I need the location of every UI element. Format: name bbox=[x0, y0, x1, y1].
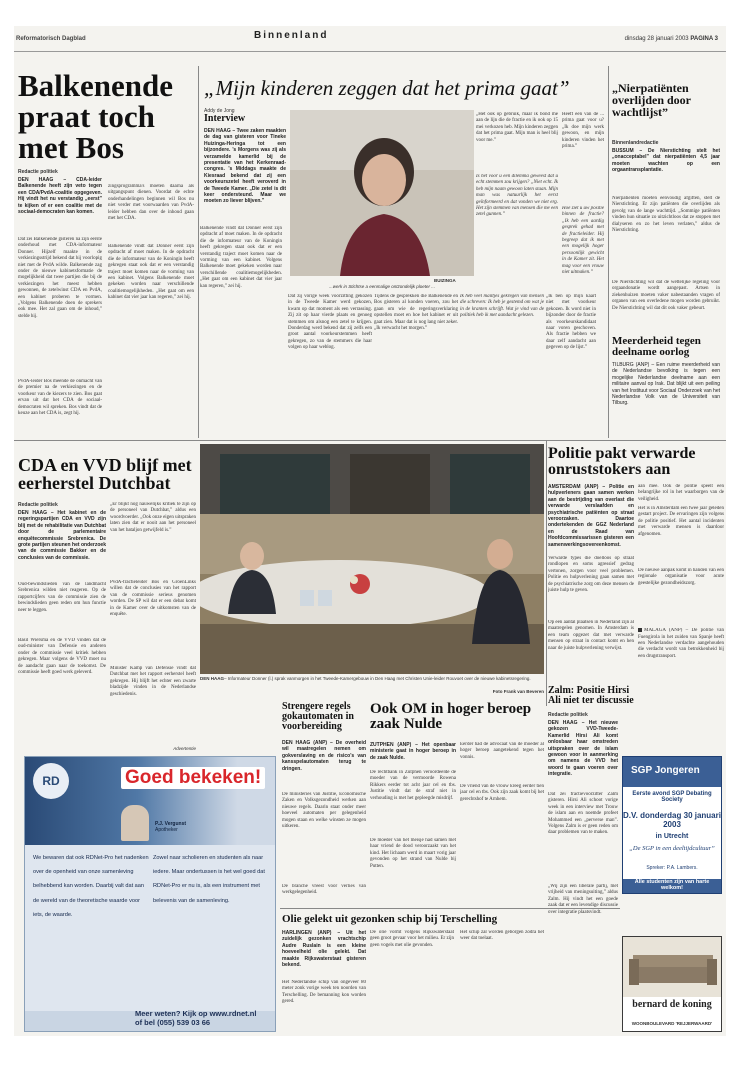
photo-credit: Foto Frank van Beveren bbox=[492, 689, 544, 694]
photo-caption: ...werk in Stichtse a eenmalige ontzondelijk ploeter ... bbox=[328, 284, 436, 289]
article-headline: Olie gelekt uit gezonken schip bij Terschelling bbox=[282, 913, 498, 925]
article-body: Is het voor u een dilemma geweest dat u echt stemmen zou krijgen? „Niet echt. Ik heb mijn naam gewoon laten staan. Mijn man was natuurlijk het eerst geïnformeerd en dat vonden we niet erg. Het zijn stemmen van mensen die me een zetel gunnen.” bbox=[476, 174, 558, 218]
article-body: De olie vormt volgens Rijkswaterstaat geen groot gevaar voor het milieu. Er zijn geen vogels met olie gevonden. bbox=[370, 930, 454, 948]
sgp-logo: SGP Jongeren bbox=[631, 765, 700, 776]
section-divider bbox=[280, 908, 620, 909]
article-byline: Redactie politiek bbox=[18, 169, 58, 175]
interview-photo bbox=[290, 110, 474, 276]
ad-headline: Goed bekeken! bbox=[121, 767, 265, 789]
article-body: Het schip zal worden geborgen zodra het weer dat toelaat. bbox=[460, 930, 544, 942]
article-body: Minister Kamp van Defensie vindt dat Dutchbat met het rapport eerherstel heeft gekregen. Hij blijft het echter een zwarte bladzijde vinden in de Nederlandse geschiedenis. bbox=[110, 666, 196, 697]
article-body: Oud-bewindslieden van de landmacht Srebrenica wilden niet reageren. Op de rapportcijfers van de commissie zien de bewindslieden geen reden om hun functie neer te leggen. bbox=[18, 582, 106, 613]
masthead-paper-name: Reformatorisch Dagblad bbox=[16, 36, 86, 42]
column-divider bbox=[608, 66, 609, 438]
article-body: De Nierstichting wil dat de wettelijke regeling voor orgaandonatie wordt aangepast. Artsen in ziekenhuizen moeten vaker nabestaanden vragen of organen van een overledene mogen worden gebruikt. De Nierstichting wil dat dit ook vaker gebeurt. bbox=[612, 280, 720, 311]
article-headline: CDA en VVD blijf met eerherstel Dutchbat bbox=[18, 455, 192, 493]
ad-column: Zowel naar scholieren en studenten als naar iedere. Maar ondertussen is het wel goed dat RDNet-Pro er nu is, als een instrument met belevenis van de samenleving. bbox=[153, 855, 265, 904]
article-label: Interview bbox=[204, 113, 246, 124]
article-body: Heeft een van de ... prima gaat voor u? „Ik doe mijn werk gewoon, en mijn kinderen vinden het prima.” bbox=[562, 112, 604, 150]
article-body: De branche vreest voor verlies van werkgelegenheid. bbox=[282, 884, 366, 896]
article-body: „Wij zijn een liberale partij, met vrijheid van meningsuiting,” aldus Zalm. Hij vindt het een goede zaak dat er een levendige discussie over integratie plaatsvindt. bbox=[548, 884, 618, 915]
bernard-de-koning-advertisement[interactable] bbox=[622, 936, 722, 1032]
article-body: De nieuwe aanpak komt in handen van een regionale organisatie voor acute geestelijke gezondheidszorg. bbox=[638, 568, 724, 586]
sgp-advertisement[interactable] bbox=[622, 756, 722, 894]
article-body: De moeder van het meisje had samen met haar vriend de dood veroorzaakt van het kind. Het lichaam werd in maart vorig jaar gevonden op het strand van Nulde bij Putten. bbox=[370, 838, 456, 869]
article-body: Verwarde types die doelloos op straat rondlopen en soms agressief gedrag vertonen, zorgen voor veel problemen. Politie en hulpverlening gaan samen met de psychiatrische zorg om deze mensen de juiste hulp te geven. bbox=[548, 556, 634, 594]
article-body: aan mee. Ook de politie speelt een belangrijke rol in het waarborgen van de veiligheid. bbox=[638, 484, 724, 502]
newspaper-page bbox=[14, 26, 726, 1036]
article-body: Dat zei fractievoorzitter Zalm gisteren. Hirsi Ali schoot vorige week in een interview met Trouw de islam aan en noemde profeet Mohammed een „perverse man”. Volgens Zalm is er geen reden om daar problemen van te maken. bbox=[548, 792, 618, 836]
article-lead: DEN HAAG – Het nieuwe gekozen VVD-Tweede-Kamerlid Hirsi Ali komt onlosbaar haar omstreden uitspraken over de islam gewoon voor in aanmerking om namens de VVD het woord te gaan voeren over integratie. bbox=[548, 720, 618, 778]
article-body: De rechtbank in Zutphen veroordeelde de moeder van de vermoorde Rowena Rikkers eerder tot acht jaar cel en tbs. Justitie vindt dat de straf niet in verhouding is met het gepleegde misdrijf. bbox=[370, 770, 456, 801]
article-body: Dat zei Balkenende gisteren na zijn eerste onderhoud met CDA-informateur Donner. Hijzelf maakte in de verkiezingsstrijd bekend dat hij voorlopig niet met de PvdA wilde. Balkenende zag onder de nieuwe kabinetsformatie de mogelijkheid dat twee partijen die bij de verkiezingen het meest hebben gewonnen, de zetelwinst CDA en PvdA, een kabinet proberen te vormen. „Volgens Balkenende doen de sprekers ook mee. Het zal gaan om de inhoud,” stelde hij. bbox=[18, 237, 102, 319]
article-body: zingsprogramma's moeten daarna als uitgangspunt dienen. Voordat de echte onderhandelingen beginnen wil Bos nu niet verder met voorwaarden van PvdA-leider hebben dan over de inhoud gaan met het CDA. bbox=[108, 184, 194, 222]
article-body: Eerder had de advocaat van de moeder al hoger beroep aangetekend tegen het vonnis. bbox=[460, 742, 544, 760]
article-body: De ministeries van Justitie, Economische Zaken en Volksgezondheid werken aan nieuwe regels. Daarin staat onder meer hoeveel automaten per gelegenheid mogen staan en welke winsten ze mogen uitkeren. bbox=[282, 792, 366, 830]
article-body: Dat zij vorige week voorzitting gekozen in de Tweede Kamer werd gekozen, kwam op dat moment als een verrassing. Zij zit op haar vierde plaats en genoeg stemmen om alsnog een zetel te krijgen. Donderdag werd bekend dat zij zelfs een groot aantal voorkeurstemmen heeft gekregen, zo van de stemmers die haar volgen op haar weblog. bbox=[288, 294, 372, 351]
article-author: Addy de Jong bbox=[204, 108, 235, 114]
meeting-scene-icon bbox=[200, 444, 544, 674]
sgp-cta[interactable]: Alle studenten zijn van harte welkom! bbox=[623, 879, 721, 894]
article-body: De vriend van de vrouw kreeg eerder tien jaar cel en tbs. Ook zijn zaak komt bij het gerechtshof te Arnhem. bbox=[460, 784, 544, 802]
ad-column: We bewaren dat ook RDNet-Pro het nadenken over de openheid van onze samenleving belhebbend kan worden. Daarbij valt dat aan de wereld van de theoretische waarde voor iets, de waarde. bbox=[33, 855, 149, 918]
article-body: Op een aantal plaatsen in Nederland zijn al maatregelen genomen. In Amsterdam is een team opgezet dat met verwarde mensen op straat in contact komt en hen naar de juiste hulpverlening verwijst. bbox=[548, 620, 634, 651]
article-body: „Er blijkt nog nauwelijks kritiek te zijn op de personeel van Dutchbat,” aldus een woordvoerder. „Ook onze eigen uitspraken laten zien dat er nooit aan het personeel van het bataljon getwijfeld is.” bbox=[110, 502, 196, 533]
article-body: Balkenende vindt dat Donner eerst zijn opdracht af moet maken. In de opdracht die de informateur van de Koningin heeft gekregen staat ook dat er een verstandig traject moet komen naar de vorming van een kabinet. Volgens Balkenende moet gekeken worden naar verschillende coalitiemogelijkheden. „Het gaat om een kabinet dat vier jaar kan regeren,” zei hij. bbox=[200, 226, 282, 289]
article-body: Het Nederlandse schip van ongeveer 80 meter zonk vorige week ten noorden van Terschelling. De bemanning kon worden gered. bbox=[282, 980, 366, 1005]
article-body: Basil Wiersma en de VVD vinden dat de oud-minister van Defensie en anderen onder de commissie veel kritiek hebben gekregen. Maar volgens de VVD moet nu de aandacht gaan naar de toekomst. De commissie heeft goed werk geleverd. bbox=[18, 638, 106, 676]
home-tagline: WOONBOULEVARD 'REJJERWAARD' bbox=[631, 1021, 713, 1026]
article-body: Hoe ziet u uw positie binnen de fractie? „Ik heb een aardig gesprek gehad met de fractieleider. Hij begreep dat ik met een mogelijk hoger persoonlijk gewicht in de Kamer zit. Het mag voor een vrouw niet uitmaken.” bbox=[562, 206, 604, 276]
article-body: MALAGA (ANP) – De politie van Fuengirola in het zuiden van Spanje heeft een Nederlandse verdachte aangehouden die verdacht wordt van betrokkenheid bij een drugstransport. bbox=[638, 628, 724, 659]
section-divider bbox=[546, 440, 547, 706]
sofa-icon bbox=[623, 937, 722, 997]
article-headline: Politie pakt verwarde onruststokers aan bbox=[548, 445, 696, 478]
sgp-city: in Utrecht bbox=[655, 833, 689, 840]
article-lead: DEN HAAG (ANP) – De overheid wil maatregelen nemen om gokverslaving en de risico's van kansspelautomaten terug te dringen. bbox=[282, 740, 366, 772]
ad-label: Advertentie bbox=[173, 746, 196, 751]
sgp-motto: „De SGP in een deeltijdcultuur” bbox=[629, 845, 715, 852]
photo-credit: BUIZINGA bbox=[434, 278, 456, 283]
article-body: Het is in Amsterdam een twee jaar geleden gestart project. De ervaringen zijn volgens de politie positief. Het aantal incidenten met verwarde mensen is daardoor afgenomen. bbox=[638, 506, 724, 537]
article-byline: Redactie politiek bbox=[18, 502, 58, 508]
article-lead: AMSTERDAM (ANP) – Politie en hulpverleners gaan samen werken aan de bestrijding van overlast die verwarde verslaafden en psychiatrische patiënten op straat veroorzaken. Daartoe ondertekenden de GGZ Nederland en de Raad van Hoofdcommissarissen gisteren een samenwerkingsovereenkomst. bbox=[548, 484, 634, 548]
article-headline: Balkenende praat toch met Bos bbox=[18, 68, 174, 165]
article-body: „Het ook op gebruik, maar ik bond me aan de lijn die de fractie en ik ook op 15 mei verkozen heb. Mijn kinderen zeggen dat het prima gaat. Mijn man is heel blij voor me.” bbox=[476, 112, 558, 143]
article-headline: „Nierpatiënten overlijden door wachtlijst” bbox=[612, 81, 691, 119]
article-body: Nierpatiënten moeten eenvoudig afgiften, stelt de Nierstichting. Er zijn patiënten die overlijden als gevolg van de lange wachttijd. „Sommige patiënten vinden hun situatie zo uitzichtloos dat ze stoppen met dialyseren en zo het leven verlaten,” aldus de Nierstichting. bbox=[612, 196, 720, 234]
article-body: PvdA-leider Bos meende de onmacht van de premier na de verkiezingen en de voorkeur van de kiezers te zien. Bos gaat ervan uit dat het CDA de sociaal-democraten wil spreken. Bos vindt dat de keuze aan het CDA is, zegt hij. bbox=[18, 379, 102, 417]
article-headline: „Mijn kinderen zeggen dat het prima gaat” bbox=[204, 76, 570, 100]
article-lead: DEN HAAG – Het kabinet en de regeringspartijen CDA en VVD zijn blij met de rehabilitatie van Dutchbat door de parlementaire enquêtecommissie Srebrenica. De grote partijen steunen het onderzoek van de commissie Bakker en de conclusies van de commissie. bbox=[18, 510, 106, 561]
masthead-date: dinsdag 28 januari 2003 PAGINA 3 bbox=[624, 36, 718, 42]
article-headline: Strengere regels gokautomaten in voorbereiding bbox=[282, 701, 354, 732]
sgp-details: Spreker: P.A. Lambers. bbox=[646, 865, 698, 871]
article-lead: DEN HAAG – Twee zaken maakten de dag van gisteren voor Tineke Huizinga-Heringa tot een bijzondere. ’s Morgens was zij als verzamelde kamerlid bij de presentatie van het Kerkenraad-congres. ’s Middags maakte de Kiesraad bekend dat zij een voorkeurszetel heeft veroverd in de Tweede Kamer. „Die zetel is dit keer ondersteund. Maar we moeten zo liever blijven.” bbox=[204, 128, 286, 205]
article-byline: Binnenlandredactie bbox=[612, 140, 659, 146]
main-photo bbox=[200, 444, 544, 674]
article-lead: TILBURG (ANP) – Een ruime meerderheid van de Nederlandse bevolking is tegen een mogelijke Nederlandse deelname aan een militaire aanval op Irak. Dat blijkt uit een peiling van het Instituut voor Sociaal Onderzoek van het Nederlandse Volk van de Universiteit van Tilburg. bbox=[612, 362, 720, 407]
article-body: Balkenende vindt dat Donner eerst zijn opdracht af moet maken. In de opdracht die de informateur van de Koningin heeft gekregen staat ook dat er een verstandig traject moet komen naar de vorming van een kabinet. Volgens Balkenende moet gekeken worden naar verschillende coalitiemogelijkheden. „Het gaat om een kabinet dat vier jaar kan regeren,” zei hij. bbox=[108, 244, 194, 301]
section-divider bbox=[14, 440, 726, 441]
sgp-event: Eerste avond SGP Debating Society bbox=[632, 791, 712, 803]
column-divider bbox=[198, 66, 199, 438]
article-headline: Ook OM in hoger beroep zaak Nulde bbox=[370, 701, 532, 732]
ad-person: P.J. Vergunst Apotheker bbox=[155, 821, 187, 833]
article-lead: HARLINGEN (ANP) – Uit het zuidelijk gezonken vrachtschip Audre Ruslain is een kleine hoeveelheid olie gelekt. Dat maakte Rijkswaterstaat gisteren bekend. bbox=[282, 930, 366, 969]
masthead-section: Binnenland bbox=[254, 30, 329, 41]
article-lead: ZUTPHEN (ANP) – Het openbaar ministerie gaat in hoger beroep in de zaak Nulde. bbox=[370, 742, 456, 761]
article-byline: Redactie politiek bbox=[548, 712, 588, 718]
article-body: „Ik ben op mijn kaart niet met voorkeur gekozen. Ik word niet in bijzonder door de fractie als voorkeurskandidaat naar voren geschoven. Als fractie hebben we daar zelf aandacht aan gegeven op de lijst.” bbox=[546, 294, 596, 351]
rdnet-advertisement[interactable] bbox=[24, 756, 276, 1032]
article-headline: Zalm: Positie Hirsi Ali niet ter discussie bbox=[548, 685, 634, 706]
article-lead: DEN HAAG – CDA-leider Balkenende heeft zijn veto tegen een CDA/PvdA-coalitie opgegeven. Hij vindt het nu verstandig „eerst” te kijken of er een coalitie met de sociaal-democraten kan komen. bbox=[18, 177, 102, 216]
ad-cta[interactable]: Meer weten? Kijk op www.rdnet.nl of bel (055) 539 03 66 bbox=[135, 1009, 257, 1027]
photo-caption: DEN HAAG– Informateur Donner (l.) sprak vanmorgen in het Tweede-Kamergebouw in Den Haag met Christen Unie-leider Rouvoet over de nieuwe kabinetsregering. bbox=[200, 676, 531, 681]
article-body: Ik heb veel mailtjes gekregen van mensen die schreven: Ik heb je gestemd om wat je in de kranten schrijft. Wat je vind van de politiek heb ik met aandacht gelezen. bbox=[460, 294, 544, 319]
rd-logo: RD bbox=[33, 763, 69, 799]
article-body: Tijdens de gesprekken die Balkenende en Bos gisteren al konden voeren, zou het gaan om wie de regeringsverklaring opstellen moet en hoe het kabinet er uit gaat zien. Maar dat is nog lang niet zeker. „Ik verwacht het morgen.” bbox=[374, 294, 458, 332]
bullet-icon bbox=[638, 628, 642, 632]
person-photo-icon bbox=[121, 805, 149, 841]
article-body: PvdA-fractieleider Bos en GroenLinks willen dat de conclusies van het rapport van de commissie serieus genomen worden. De SP wil dat er een debat komt in de Kamer over de uitkomsten van de enquête. bbox=[110, 580, 196, 618]
home-brand: bernard de koning bbox=[632, 999, 712, 1010]
article-lead: BUSSUM – De Nierstichting stelt het „onacceptabel” dat nierpatiënten 4,5 jaar moeten wachten op een orgaantransplantatie. bbox=[612, 148, 720, 174]
woman-portrait-icon bbox=[290, 110, 474, 276]
masthead bbox=[14, 26, 726, 52]
article-headline: Meerderheid tegen deelname oorlog bbox=[612, 335, 701, 358]
sgp-date: D.V. donderdag 30 januari 2003 bbox=[623, 811, 721, 829]
